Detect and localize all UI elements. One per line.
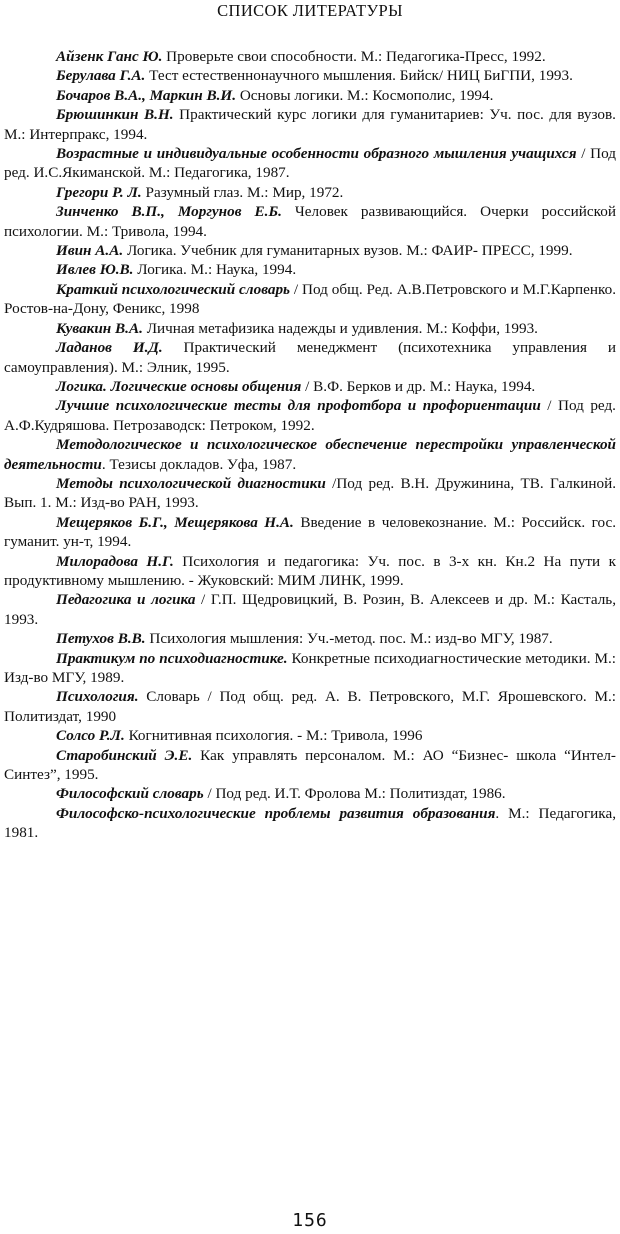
reference-item: [4, 804, 616, 843]
reference-author: Кувакин В.А.: [56, 319, 143, 337]
reference-item: [4, 552, 616, 591]
reference-item: [4, 47, 616, 66]
reference-details: Введение в человекознание. М.: Российск. гос. гуманит. ун-т, 1994.: [4, 513, 616, 551]
reference-author: Ладанов И.Д.: [56, 339, 163, 357]
reference-item: [4, 726, 616, 745]
reference-details: / Под ред. И.Т. Фролова М.: Политиздат, 1986.: [203, 785, 506, 803]
reference-item: [4, 784, 616, 803]
reference-author: Возрастные и индивидуальные особенности образного мышления учащихся: [56, 145, 577, 163]
reference-item: [4, 202, 616, 241]
reference-details: Практический менеджмент (психотехника управления и самоуправления). М.: Элник, 1995.: [4, 339, 616, 376]
reference-details: Логика. Учебник для гуманитарных вузов. М.: ФАИР- ПРЕСС, 1999.: [123, 242, 573, 260]
reference-details: Конкретные психодиагностические методики. М.: Изд-во МГУ, 1989.: [4, 649, 617, 686]
reference-author: Лучшие психологические тесты для профотбора и профориентации: [56, 397, 541, 415]
reference-item: [4, 319, 616, 338]
reference-item: [4, 86, 616, 105]
reference-details: Словарь / Под общ. ред. А. В. Петровского, М.Г. Ярошевского. М.: Политиздат, 1990: [4, 688, 616, 725]
reference-details: Как управлять персоналом. М.: АО “Бизнес- школа “Интел-Синтез”, 1995.: [4, 746, 616, 784]
reference-details: Когнитивная психология. - М.: Тривола, 1996: [124, 727, 423, 745]
reference-item: [4, 260, 616, 279]
reference-author: Старобинский Э.Е.: [56, 746, 193, 764]
reference-item: [4, 474, 616, 513]
reference-item: [4, 629, 616, 648]
reference-author: Петухов В.В.: [56, 630, 146, 648]
reference-author: Философско-психологические проблемы развития образования: [56, 804, 496, 822]
reference-author: Солсо Р.Л.: [56, 727, 125, 745]
reference-details: / Под общ. Ред. А.В.Петровского и М.Г.Карпенко. Ростов-на-Дону, Феникс, 1998: [4, 280, 616, 318]
page-number: 156: [292, 1210, 328, 1231]
reference-author: Берулава Г.А.: [56, 67, 146, 85]
reference-details: Психология мышления: Уч.-метод. пос. М.: изд-во МГУ, 1987.: [145, 630, 553, 648]
reference-details: Разумный глаз. М.: Мир, 1972.: [141, 183, 344, 201]
reference-details: Практический курс логики для гуманитариев: Уч. пос. для вузов. М.: Интерпракс, 1994.: [4, 106, 616, 143]
reference-item: [4, 66, 616, 85]
reference-author: Логика. Логические основы общения: [56, 377, 302, 395]
reference-item: [4, 105, 616, 144]
reference-details: / Г.П. Щедровицкий, В. Розин, В. Алексеев и др. М.: Касталь, 1993.: [4, 591, 616, 628]
reference-item: [4, 144, 616, 183]
reference-author: Мещеряков Б.Г., Мещерякова Н.А.: [56, 513, 294, 531]
reference-item: [4, 396, 616, 435]
reference-author: Милорадова Н.Г.: [56, 552, 174, 570]
reference-details: Проверьте свои способности. М.: Педагогика-Пресс, 1992.: [162, 48, 546, 65]
reference-author: Айзенк Ганс Ю.: [56, 48, 163, 65]
reference-details: Человек развивающийся. Очерки российской психологии. М.: Тривола, 1994.: [4, 203, 616, 240]
reference-item: [4, 183, 616, 202]
reference-item: [4, 241, 616, 260]
reference-author: Методологическое и психологическое обеспечение перестройки управленческой деятельности: [4, 436, 616, 473]
reference-author: Грегори Р. Л.: [56, 183, 142, 201]
reference-details: Тест естественнонаучного мышления. Бийск/ НИЦ БиГПИ, 1993.: [145, 67, 573, 85]
reference-item: [4, 746, 616, 785]
reference-item: [4, 338, 616, 377]
reference-author: Философский словарь: [56, 785, 204, 803]
reference-details: / Под ред. А.Ф.Кудряшова. Петрозаводск: Петроком, 1992.: [4, 397, 616, 434]
reference-item: [4, 687, 616, 726]
reference-details: Логика. М.: Наука, 1994.: [133, 261, 297, 279]
reference-details: / В.Ф. Берков и др. М.: Наука, 1994.: [301, 377, 536, 395]
reference-details: Основы логики. М.: Космополис, 1994.: [236, 86, 494, 104]
reference-item: [4, 280, 616, 319]
reference-author: Бочаров В.А., Маркин В.И.: [56, 86, 237, 104]
reference-author: Краткий психологический словарь: [56, 280, 290, 298]
page-header: СПИСОК ЛИТЕРАТУРЫ: [217, 1, 403, 20]
reference-author: Зинченко В.П., Моргунов Е.Б.: [56, 203, 282, 221]
reference-item: [4, 513, 616, 552]
reference-details: Психология и педагогика: Уч. пос. в 3-х кн. Кн.2 На пути к продуктивному мышлению. - Жуковский: МИМ ЛИНК, 1999.: [4, 552, 616, 589]
reference-author: Психология.: [56, 688, 139, 706]
reference-author: Брюшинкин В.Н.: [56, 106, 174, 124]
reference-list: [4, 47, 616, 843]
reference-details: /Под ред. В.Н. Дружинина, ТВ. Галкиной. Вып. 1. М.: Изд-во РАН, 1993.: [4, 474, 616, 512]
reference-author: Педагогика и логика: [56, 591, 196, 609]
reference-details: Личная метафизика надежды и удивления. М.: Коффи, 1993.: [142, 319, 538, 337]
reference-details: . Тезисы докладов. Уфа, 1987.: [101, 455, 297, 473]
reference-author: Ивин А.А.: [56, 242, 124, 260]
reference-author: Ивлев Ю.В.: [56, 261, 134, 279]
reference-author: Методы психологической диагностики: [56, 474, 326, 492]
reference-item: [4, 649, 616, 688]
reference-item: [4, 435, 616, 474]
reference-author: Практикум по психодиагностике.: [56, 649, 288, 667]
reference-details: / Под ред. И.С.Якиманской. М.: Педагогика, 1987.: [4, 145, 616, 182]
reference-item: [4, 590, 616, 629]
reference-item: [4, 377, 616, 396]
reference-details: . М.: Педагогика, 1981.: [4, 804, 616, 842]
